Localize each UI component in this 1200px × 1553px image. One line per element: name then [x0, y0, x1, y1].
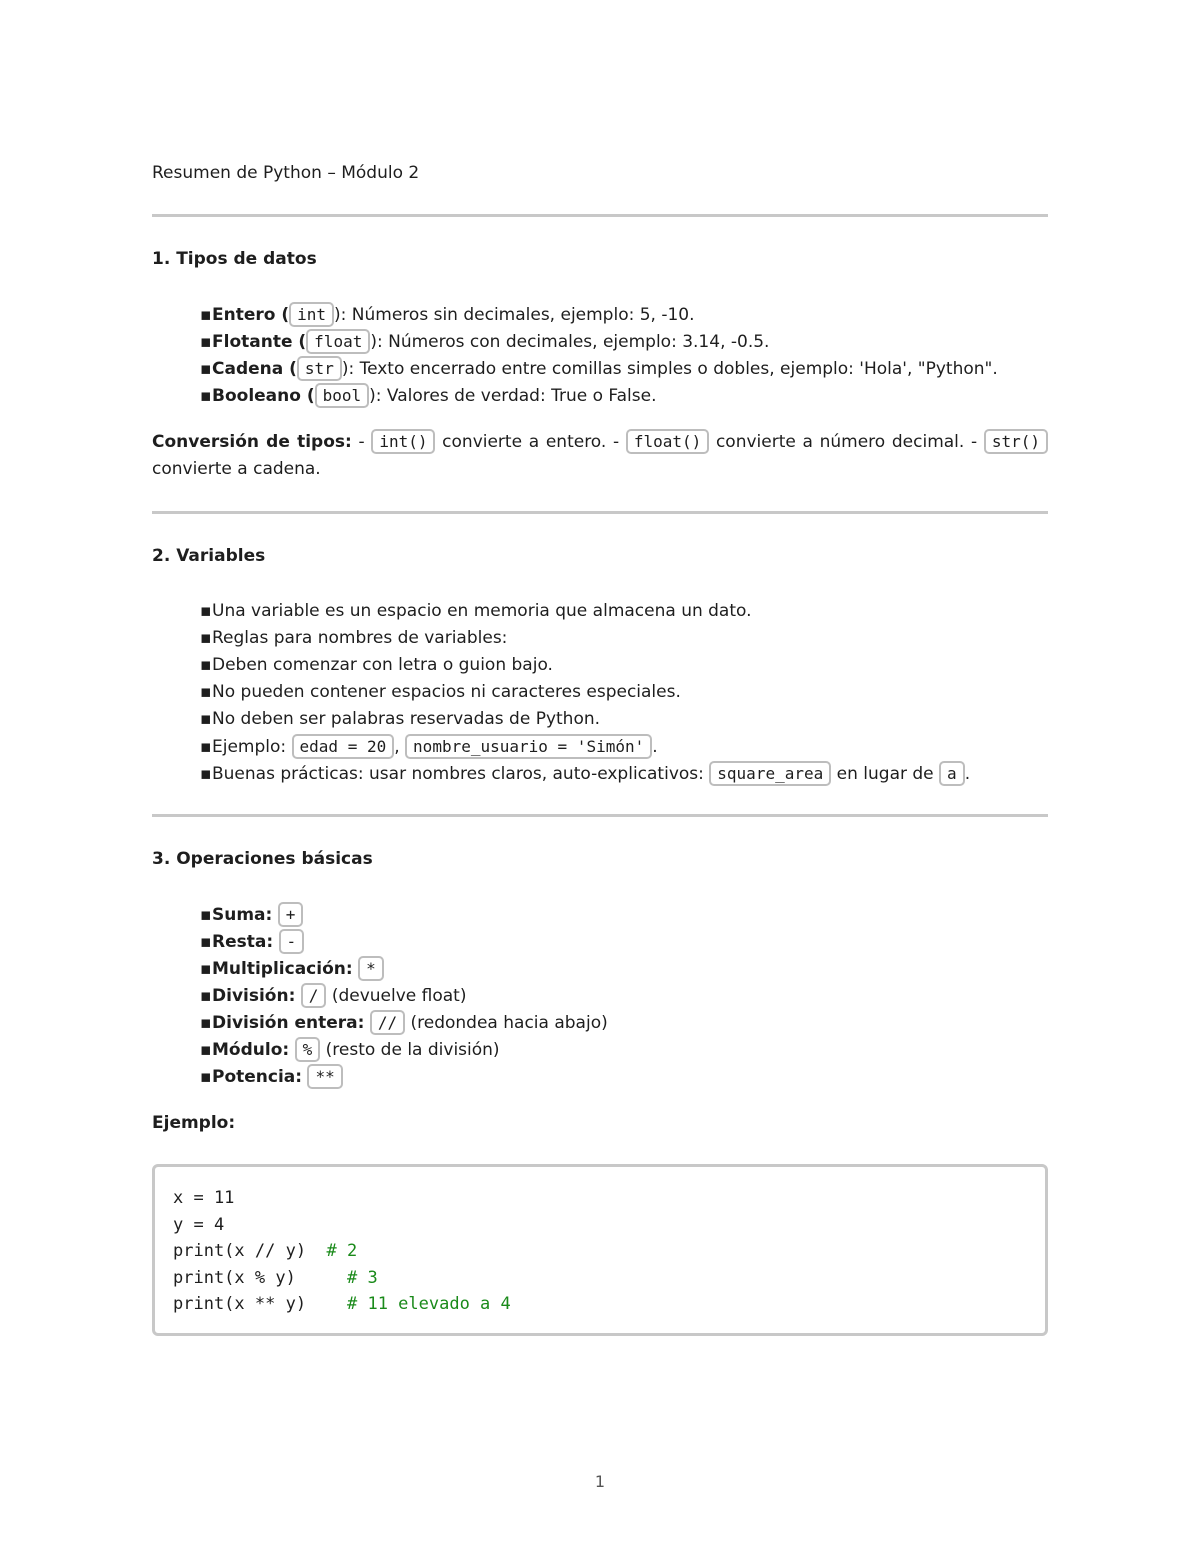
bullet-icon: ▪	[200, 601, 212, 621]
item-label: Módulo:	[212, 1040, 290, 1060]
item-text: Deben comenzar con letra o guion bajo.	[212, 655, 553, 675]
section-heading-tipos-de-datos: 1. Tipos de datos	[152, 249, 317, 269]
divider	[152, 511, 1048, 514]
conversion-text: convierte a número decimal. -	[709, 432, 984, 452]
item-label: Booleano (	[212, 386, 315, 406]
conversion-label: Conversión de tipos:	[152, 432, 352, 452]
inline-code: edad = 20	[292, 734, 395, 759]
item-text: No pueden contener espacios ni caracteres especiales.	[212, 682, 681, 702]
list-item	[200, 679, 970, 706]
bullet-icon: ▪	[200, 709, 212, 729]
item-label: Suma:	[212, 905, 273, 925]
list-item	[200, 982, 608, 1009]
list-operaciones	[200, 901, 608, 1090]
inline-code: float	[306, 329, 370, 354]
item-text: (resto de la división)	[320, 1040, 500, 1060]
item-text: ): Valores de verdad: True o False.	[369, 386, 657, 406]
inline-code-str: str()	[984, 429, 1048, 454]
code-text: print(x // y)	[173, 1241, 327, 1261]
code-text: x = 11	[173, 1188, 235, 1208]
inline-code: str	[297, 356, 342, 381]
bullet-icon: ▪	[200, 1013, 212, 1033]
list-item	[200, 928, 608, 955]
item-text: ,	[394, 737, 406, 757]
item-text: .	[652, 737, 658, 757]
code-line	[173, 1185, 1027, 1212]
bullet-icon: ▪	[200, 655, 212, 675]
page-number: 1	[594, 1472, 606, 1491]
list-variables	[200, 598, 970, 787]
list-item	[200, 733, 970, 760]
code-line	[173, 1238, 1027, 1265]
code-text: print(x ** y)	[173, 1294, 347, 1314]
bullet-icon: ▪	[200, 959, 212, 979]
bullet-icon: ▪	[200, 359, 212, 379]
code-comment: # 11 elevado a 4	[347, 1294, 511, 1314]
bullet-icon: ▪	[200, 737, 212, 757]
item-text: ): Texto encerrado entre comillas simples o dobles, ejemplo: 'Hola', "Python".	[341, 359, 998, 379]
list-item	[200, 652, 970, 679]
list-item	[200, 355, 998, 382]
list-item	[200, 955, 608, 982]
bullet-icon: ▪	[200, 628, 212, 648]
inline-code: bool	[315, 383, 370, 408]
item-text: Reglas para nombres de variables:	[212, 628, 508, 648]
inline-code: /	[301, 983, 327, 1008]
bullet-icon: ▪	[200, 682, 212, 702]
item-label: Potencia:	[212, 1067, 303, 1087]
code-line	[173, 1212, 1027, 1239]
item-text: Una variable es un espacio en memoria que almacena un dato.	[212, 601, 752, 621]
list-item	[200, 1009, 608, 1036]
item-text: ): Números sin decimales, ejemplo: 5, -10.	[334, 305, 695, 325]
code-text: print(x % y)	[173, 1267, 347, 1288]
inline-code: +	[278, 902, 304, 927]
bullet-icon: ▪	[200, 932, 212, 952]
item-label: Resta:	[212, 932, 274, 952]
list-item	[200, 706, 970, 733]
conversion-sep: -	[351, 432, 372, 452]
divider	[152, 814, 1048, 817]
inline-code: a	[939, 761, 965, 786]
conversion-paragraph	[152, 428, 1048, 483]
code-comment: # 2	[326, 1241, 358, 1261]
document-title: Resumen de Python – Módulo 2	[152, 163, 420, 183]
list-item	[200, 1036, 608, 1063]
inline-code-int: int()	[371, 429, 435, 454]
bullet-icon: ▪	[200, 764, 212, 784]
list-item	[200, 901, 608, 928]
item-label: Cadena (	[212, 359, 297, 379]
list-item	[200, 328, 998, 355]
list-item	[200, 598, 970, 625]
item-text: .	[964, 764, 971, 784]
list-tipos-de-datos	[200, 301, 998, 409]
code-block	[152, 1164, 1048, 1336]
list-item	[200, 1063, 608, 1090]
item-text: ): Números con decimales, ejemplo: 3.14, -0.5.	[370, 332, 770, 352]
bullet-icon: ▪	[200, 1067, 212, 1087]
code-text: y = 4	[173, 1214, 225, 1235]
item-label: Entero (	[212, 305, 290, 325]
divider	[152, 214, 1048, 217]
bullet-icon: ▪	[200, 905, 212, 925]
example-label: Ejemplo:	[152, 1113, 236, 1133]
item-label: Flotante (	[212, 332, 307, 352]
item-text: Ejemplo:	[212, 737, 292, 757]
item-text: No deben ser palabras reservadas de Python.	[212, 709, 601, 729]
section-heading-variables: 2. Variables	[152, 546, 266, 566]
bullet-icon: ▪	[200, 305, 212, 325]
list-item	[200, 625, 970, 652]
item-text: Buenas prácticas: usar nombres claros, auto-explicativos:	[212, 764, 710, 784]
inline-code: int	[289, 302, 334, 327]
conversion-text: convierte a cadena.	[152, 459, 321, 479]
list-item	[200, 382, 998, 409]
list-item	[200, 301, 998, 328]
code-comment: # 3	[347, 1267, 378, 1288]
bullet-icon: ▪	[200, 386, 212, 406]
item-label: División entera:	[212, 1013, 365, 1033]
inline-code-float: float()	[626, 429, 709, 454]
inline-code: square_area	[709, 761, 831, 786]
inline-code: -	[279, 929, 305, 954]
inline-code: nombre_usuario = 'Simón'	[405, 734, 652, 759]
inline-code: **	[307, 1064, 342, 1089]
item-text: en lugar de	[831, 764, 940, 784]
bullet-icon: ▪	[200, 332, 212, 352]
item-text: (redondea hacia abajo)	[405, 1013, 608, 1033]
item-text: (devuelve float)	[326, 986, 467, 1006]
list-item	[200, 760, 970, 787]
item-label: Multiplicación:	[212, 959, 353, 979]
inline-code: %	[295, 1037, 321, 1062]
bullet-icon: ▪	[200, 1040, 212, 1060]
section-heading-operaciones-basicas: 3. Operaciones básicas	[152, 849, 373, 869]
bullet-icon: ▪	[200, 986, 212, 1006]
conversion-text: convierte a entero. -	[435, 432, 626, 452]
code-line	[173, 1291, 1027, 1318]
item-label: División:	[212, 986, 296, 1006]
code-line	[173, 1265, 1027, 1292]
inline-code: *	[358, 956, 384, 981]
inline-code: //	[370, 1010, 405, 1035]
